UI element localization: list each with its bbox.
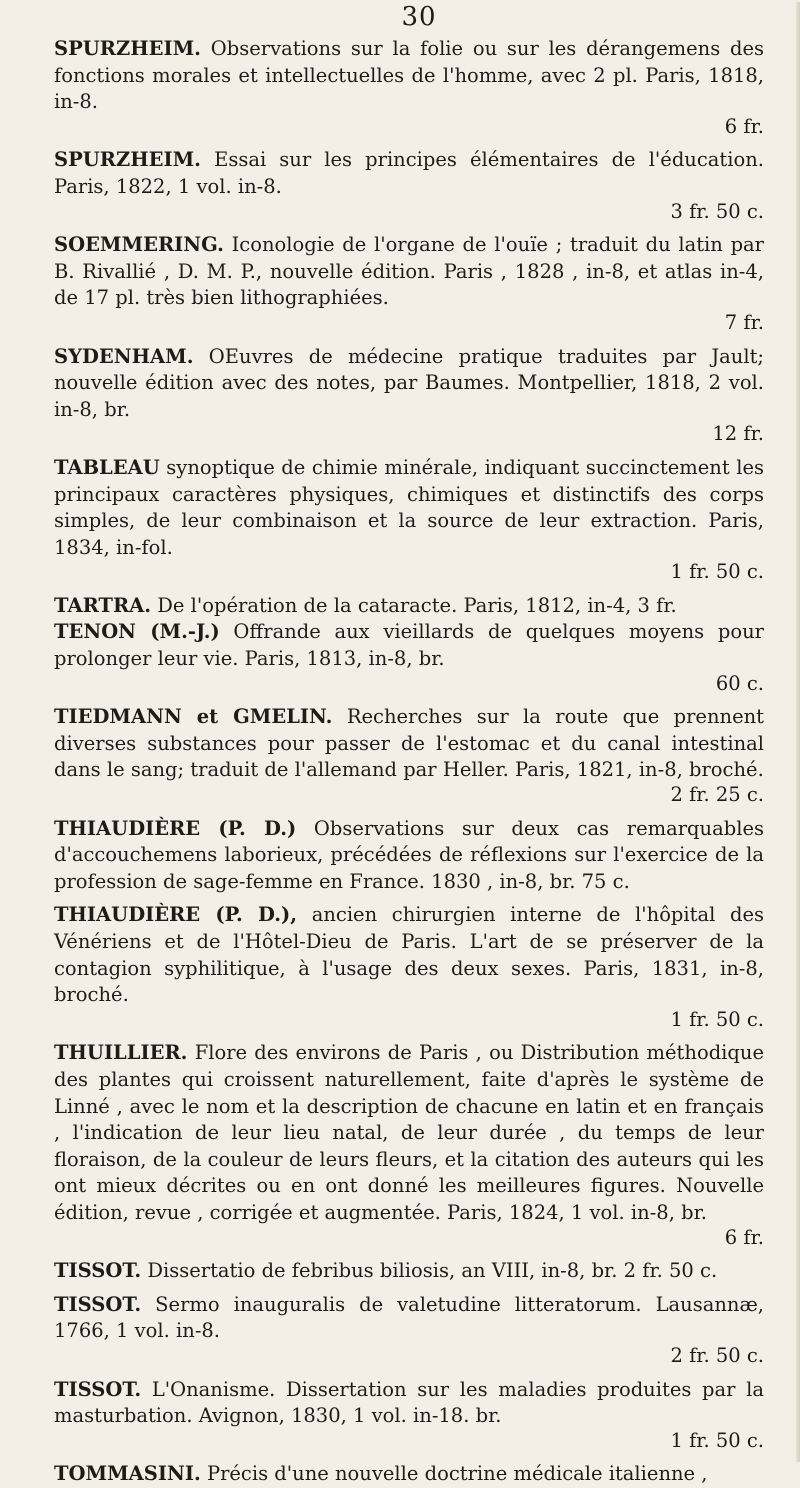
entry-price: 1 fr. 50 c. (670, 560, 764, 584)
entry-price: 2 fr. 25 c. (670, 783, 764, 807)
entry-author: SPURZHEIM. (54, 148, 201, 172)
catalog-entry (54, 816, 764, 896)
catalog-entry (54, 232, 764, 336)
catalog-entry (54, 1258, 764, 1285)
entry-author: THUILLIER. (54, 1041, 188, 1065)
entry-author: SYDENHAM. (54, 344, 194, 368)
entry-price: 12 fr. (712, 422, 764, 446)
entry-author: TOMMASINI. (54, 1462, 201, 1486)
catalog-entry (54, 704, 764, 808)
page-number: 30 (401, 2, 437, 32)
entry-text: synoptique de chimie minérale, indiquant succinctement les principaux caractères physiques, chimiques et distinctifs des corps simples, de leur combinaison et la source de leur extraction. Paris, 1834, in-fol. (54, 455, 764, 559)
entry-author: SPURZHEIM. (54, 37, 201, 60)
entry-text: ancien chirurgien interne de l'hôpital des Vénériens et de l'Hôtel-Dieu de Paris. L'art de se préserver de la contagion syphilitique, à l'usage des deux sexes. Paris, 1831, in-8, broché. (54, 903, 765, 1007)
entry-author: TIEDMANN et GMELIN. (54, 705, 333, 729)
catalog-entry (54, 593, 764, 620)
catalog-entries (54, 36, 764, 1488)
entry-price: 1 fr. 50 c. (670, 1007, 764, 1031)
entry-author: TENON (M.-J.) (54, 620, 220, 644)
catalog-entry (54, 1040, 764, 1251)
catalog-entry (54, 36, 764, 140)
entry-price: 7 fr. (724, 310, 764, 334)
entry-author: TISSOT. (54, 1259, 142, 1283)
entry-text: Essai sur les principes élémentaires de l'éducation. Paris, 1822, 1 vol. in-8. (54, 148, 764, 198)
entry-text: Iconologie de l'organe de l'ouïe ; traduit du latin par B. Rivallié , D. M. P., nouvelle édition. Paris , 1828 , in-8, et atlas in-4, de 17 pl. très bien lithographiées. (54, 233, 765, 310)
catalog-entry (54, 1461, 764, 1488)
entry-text: Précis d'une nouvelle doctrine médicale italienne , (206, 1462, 708, 1486)
entry-text: OEuvres de médecine pratique traduites par Jault; nouvelle édition avec des notes, par Baumes. Montpellier, 1818, 2 vol. in-8, br. (54, 344, 764, 421)
entry-text: Sermo inauguralis de valetudine litteratorum. Lausannæ, 1766, 1 vol. in-8. (54, 1292, 764, 1343)
entry-text: Recherches sur la route que prennent diverses substances pour passer de l'estomac et du canal intestinal dans le sang; traduit de l'allemand par Heller. Paris, 1821, in-8, broché. (54, 705, 765, 782)
catalog-entry (54, 1292, 764, 1370)
entry-text: De l'opération de la cataracte. Paris, 1812, in-4, 3 fr. (157, 593, 677, 617)
entry-text: Observations sur la folie ou sur les dérangemens des fonctions morales et intellectuelles de l'homme, avec 2 pl. Paris, 1818, in-8. (54, 37, 764, 114)
entry-author: THIAUDIÈRE (P. D.), (54, 903, 298, 927)
entry-price: 1 fr. 50 c. (670, 1428, 764, 1452)
entry-price: 3 fr. 50 c. (670, 199, 764, 223)
entry-price: 6 fr. (724, 114, 764, 138)
entry-price: 60 c. (715, 671, 764, 695)
entry-author: SOEMMERING. (54, 233, 224, 257)
entry-author: TARTRA. (54, 593, 152, 617)
catalog-entry (54, 344, 764, 448)
entry-author: TISSOT. (54, 1292, 142, 1316)
entry-author: TABLEAU (54, 455, 160, 479)
entry-author: THIAUDIÈRE (P. D.) (54, 816, 297, 840)
catalog-entry (54, 1377, 764, 1455)
entry-text: Offrande aux vieillards de quelques moyens pour prolonger leur vie. Paris, 1813, in-8, br. (54, 620, 764, 671)
catalog-entry (54, 619, 764, 697)
catalog-entry (54, 902, 764, 1033)
entry-price: 2 fr. 50 c. (670, 1343, 764, 1367)
catalog-page (0, 2, 800, 1486)
page-edge (796, 2, 800, 1462)
entry-text: Flore des environs de Paris , ou Distribution méthodique des plantes qui croissent naturellement, faite d'après le système de Linné , avec le nom et la description de chacune en latin et en français , l'indication de leur lieu natal, de leur durée , du temps de leur floraison, de la couleur de leurs fleurs, et la citation des auteurs qui les ont mieux décrites ou en ont donné les meilleures figures. Nouvelle édition, revue , corrigée et augmentée. Paris, 1824, 1 vol. in-8, br. (54, 1041, 764, 1224)
entry-author: TISSOT. (54, 1377, 142, 1401)
entry-price: 6 fr. (724, 1225, 764, 1249)
entry-text: Observations sur deux cas remarquables d'accouchemens laborieux, précédées de réflexions sur l'exercice de la profession de sage-femme en France. 1830 , in-8, br. 75 c. (54, 816, 764, 893)
entry-text: L'Onanisme. Dissertation sur les maladies produites par la masturbation. Avignon, 1830, 1 vol. in-18. br. (54, 1377, 764, 1428)
catalog-entry (54, 455, 764, 586)
entry-text: Dissertatio de febribus biliosis, an VIII, in-8, br. 2 fr. 50 c. (147, 1259, 718, 1283)
catalog-entry (54, 147, 764, 225)
